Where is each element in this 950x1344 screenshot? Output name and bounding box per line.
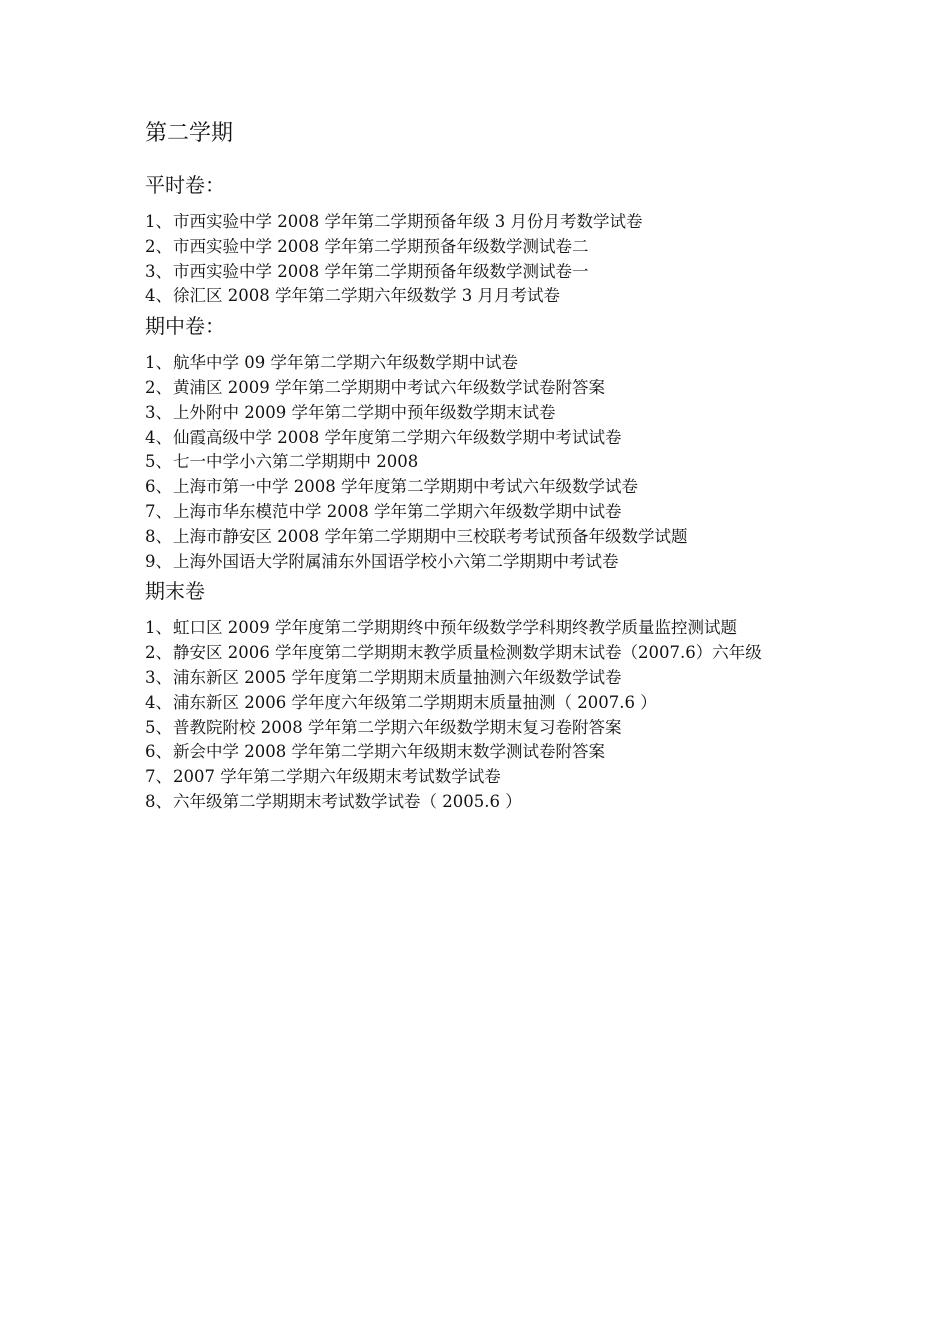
list-item-number: 2、 bbox=[145, 643, 172, 663]
section-heading: 期末卷 bbox=[145, 579, 205, 604]
list-item-number: 3、 bbox=[145, 667, 172, 687]
list-item-text: 虹口区 2009 学年度第二学期期终中预年级数学学科期终教学质量监控测试题 bbox=[173, 618, 737, 638]
list-item-number: 2、 bbox=[145, 377, 172, 397]
list-item-text: 仙霞高级中学 2008 学年度第二学期六年级数学期中考试试卷 bbox=[173, 427, 622, 447]
exam-list bbox=[145, 616, 815, 814]
document-content bbox=[145, 118, 815, 817]
list-item bbox=[145, 716, 815, 741]
list-item-text: 上海市第一中学 2008 学年度第二学期期中考试六年级数学试卷 bbox=[173, 477, 638, 497]
list-item-text: 浦东新区 2006 学年度六年级第二学期期末质量抽测（ 2007.6 ） bbox=[173, 692, 657, 712]
list-item bbox=[145, 426, 815, 451]
list-item-text: 上海市静安区 2008 学年第二学期期中三校联考考试预备年级数学试题 bbox=[173, 526, 688, 546]
list-item bbox=[145, 616, 815, 641]
list-item-number: 1、 bbox=[145, 212, 172, 231]
list-item-number: 7、 bbox=[145, 767, 172, 787]
section-heading: 平时卷： bbox=[145, 173, 225, 197]
list-item-number: 9、 bbox=[145, 551, 172, 571]
list-item-number: 8、 bbox=[145, 791, 172, 811]
list-item bbox=[145, 740, 815, 765]
list-item-text: 七一中学小六第二学期期中 2008 bbox=[173, 452, 419, 472]
list-item bbox=[145, 691, 815, 716]
list-item-text: 黄浦区 2009 学年第二学期期中考试六年级数学试卷附答案 bbox=[173, 377, 605, 397]
list-item-number: 3、 bbox=[145, 261, 172, 281]
list-item-number: 8、 bbox=[145, 526, 172, 546]
list-item-text: 上海市华东模范中学 2008 学年第二学期六年级数学期中试卷 bbox=[173, 501, 622, 521]
list-item-text: 静安区 2006 学年度第二学期期末教学质量检测数学期末试卷（2007.6）六年级 bbox=[173, 643, 762, 663]
list-item-text: 新会中学 2008 学年第二学期六年级期末数学测试卷附答案 bbox=[173, 742, 605, 762]
list-item bbox=[145, 790, 815, 815]
list-item-number: 2、 bbox=[145, 236, 172, 256]
section-final-exams bbox=[145, 576, 815, 814]
list-item bbox=[145, 641, 815, 666]
list-item bbox=[145, 284, 815, 309]
section-regular-exams bbox=[145, 170, 815, 309]
list-item bbox=[145, 765, 815, 790]
list-item bbox=[145, 401, 815, 426]
list-item bbox=[145, 550, 815, 575]
list-item bbox=[145, 235, 815, 260]
list-item-text: 普教院附校 2008 学年第二学期六年级数学期末复习卷附答案 bbox=[173, 717, 622, 737]
list-item-text: 市西实验中学 2008 学年第二学期预备年级数学测试卷二 bbox=[173, 236, 589, 256]
list-item-number: 5、 bbox=[145, 717, 172, 737]
list-item-number: 1、 bbox=[145, 353, 172, 373]
list-item-text: 徐汇区 2008 学年第二学期六年级数学 3 月月考试卷 bbox=[173, 286, 560, 306]
list-item-text: 六年级第二学期期末考试数学试卷（ 2005.6 ） bbox=[173, 791, 522, 811]
list-item bbox=[145, 351, 815, 376]
list-item-text: 市西实验中学 2008 学年第二学期预备年级数学测试卷一 bbox=[173, 261, 589, 281]
list-item-number: 6、 bbox=[145, 477, 172, 497]
list-item-text: 浦东新区 2005 学年度第二学期期末质量抽测六年级数学试卷 bbox=[173, 667, 622, 687]
document-title: 第二学期 bbox=[145, 121, 234, 146]
list-item-number: 4、 bbox=[145, 286, 172, 306]
list-item bbox=[145, 525, 815, 550]
list-item bbox=[145, 210, 815, 235]
exam-list bbox=[145, 351, 815, 574]
list-item-number: 6、 bbox=[145, 742, 172, 762]
list-item bbox=[145, 260, 815, 285]
list-item-number: 4、 bbox=[145, 692, 172, 712]
list-item-number: 1、 bbox=[145, 618, 172, 638]
list-item-number: 4、 bbox=[145, 427, 172, 447]
exam-list bbox=[145, 210, 815, 309]
list-item bbox=[145, 376, 815, 401]
list-item-text: 市西实验中学 2008 学年第二学期预备年级 3 月份月考数学试卷 bbox=[173, 212, 643, 231]
list-item-text: 上外附中 2009 学年第二学期中预年级数学期末试卷 bbox=[173, 402, 556, 422]
sections-container bbox=[145, 170, 815, 815]
list-item bbox=[145, 666, 815, 691]
list-item-number: 3、 bbox=[145, 402, 172, 422]
list-item-text: 2007 学年第二学期六年级期末考试数学试卷 bbox=[173, 767, 501, 787]
list-item-text: 上海外国语大学附属浦东外国语学校小六第二学期期中考试卷 bbox=[173, 551, 619, 571]
list-item-number: 5、 bbox=[145, 452, 172, 472]
list-item-number: 7、 bbox=[145, 501, 172, 521]
list-item-text: 航华中学 09 学年第二学期六年级数学期中试卷 bbox=[173, 353, 518, 373]
section-heading: 期中卷： bbox=[145, 314, 225, 339]
list-item bbox=[145, 475, 815, 500]
list-item bbox=[145, 450, 815, 475]
list-item bbox=[145, 500, 815, 525]
section-midterm-exams bbox=[145, 311, 815, 574]
